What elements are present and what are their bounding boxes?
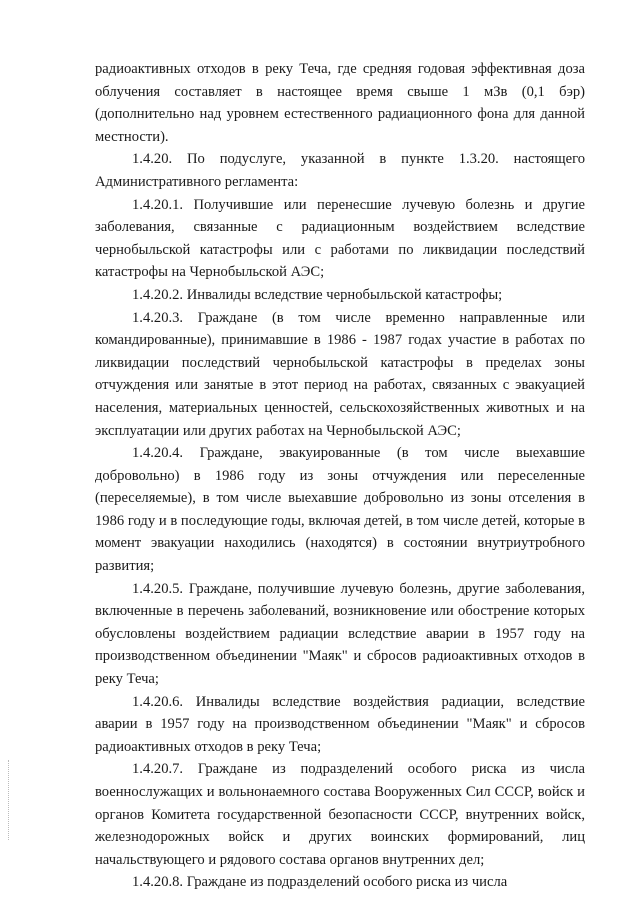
- paragraph-1-4-20-3: 1.4.20.3. Граждане (в том числе временно направленные или командированные), принимавшие в 1986 - 1987 годах участие в работах по ликвидации последствий чернобыльской катастрофы в пределах зоны отчуждения или занятые в этот период на работах, связанных с эвакуацией населения, материальных ценностей, сельскохозяйственных животных и на эксплуатации или других работах на Чернобыльской АЭС;: [95, 309, 585, 439]
- paragraph-1-4-20-4: 1.4.20.4. Граждане, эвакуированные (в том числе выехавшие добровольно) в 1986 году из зоны отчуждения или переселенные (переселяемые), в том числе выехавшие добровольно из зоны отселения в 1986 году и в последующие годы, включая детей, в том числе детей, которые в момент эвакуации находились (находятся) в состоянии внутриутробного развития;: [95, 445, 585, 575]
- document-body: [95, 58, 585, 894]
- paragraph-1-4-20: 1.4.20. По подуслуге, указанной в пункте 1.3.20. настоящего Административного регламента:: [95, 151, 585, 190]
- paragraph-1-4-20-1: 1.4.20.1. Получившие или перенесшие лучевую болезнь и другие заболевания, связанные с радиационным воздействием вследствие чернобыльской катастрофы или с работами по ликвидации последствий катастрофы на Чернобыльской АЭС;: [95, 196, 585, 281]
- paragraph-1-4-20-6: 1.4.20.6. Инвалиды вследствие воздействия радиации, вследствие аварии в 1957 году на производственном объединении "Маяк" и сбросов радиоактивных отходов в реку Теча;: [95, 693, 585, 755]
- paragraph-1-4-20-5: 1.4.20.5. Граждане, получившие лучевую болезнь, другие заболевания, включенные в перечень заболеваний, возникновение или обострение которых обусловлены воздействием радиации вследствие аварии в 1957 году на производственном объединении "Маяк" и сбросов радиоактивных отходов в реку Теча;: [95, 580, 585, 688]
- paragraph-1-4-20-7: 1.4.20.7. Граждане из подразделений особого риска из числа военнослужащих и вольнонаемного состава Вооруженных Сил СССР, войск и органов Комитета государственной безопасности СССР, внутренних войск, железнодорожных войск и других воинских формирований, лиц начальствующего и рядового состава органов внутренних дел;: [95, 761, 585, 868]
- paragraph-1-4-20-2: 1.4.20.2. Инвалиды вследствие чернобыльской катастрофы;: [132, 286, 503, 303]
- paragraph-1-4-20-8: 1.4.20.8. Граждане из подразделений особого риска из числа: [132, 874, 508, 891]
- paragraph-continuation: радиоактивных отходов в реку Теча, где средняя годовая эффективная доза облучения составляет в настоящее время свыше 1 мЗв (0,1 бэр) (дополнительно над уровнем естественного радиационного фона для данной местности).: [95, 61, 585, 145]
- scan-margin-mark: [8, 760, 10, 840]
